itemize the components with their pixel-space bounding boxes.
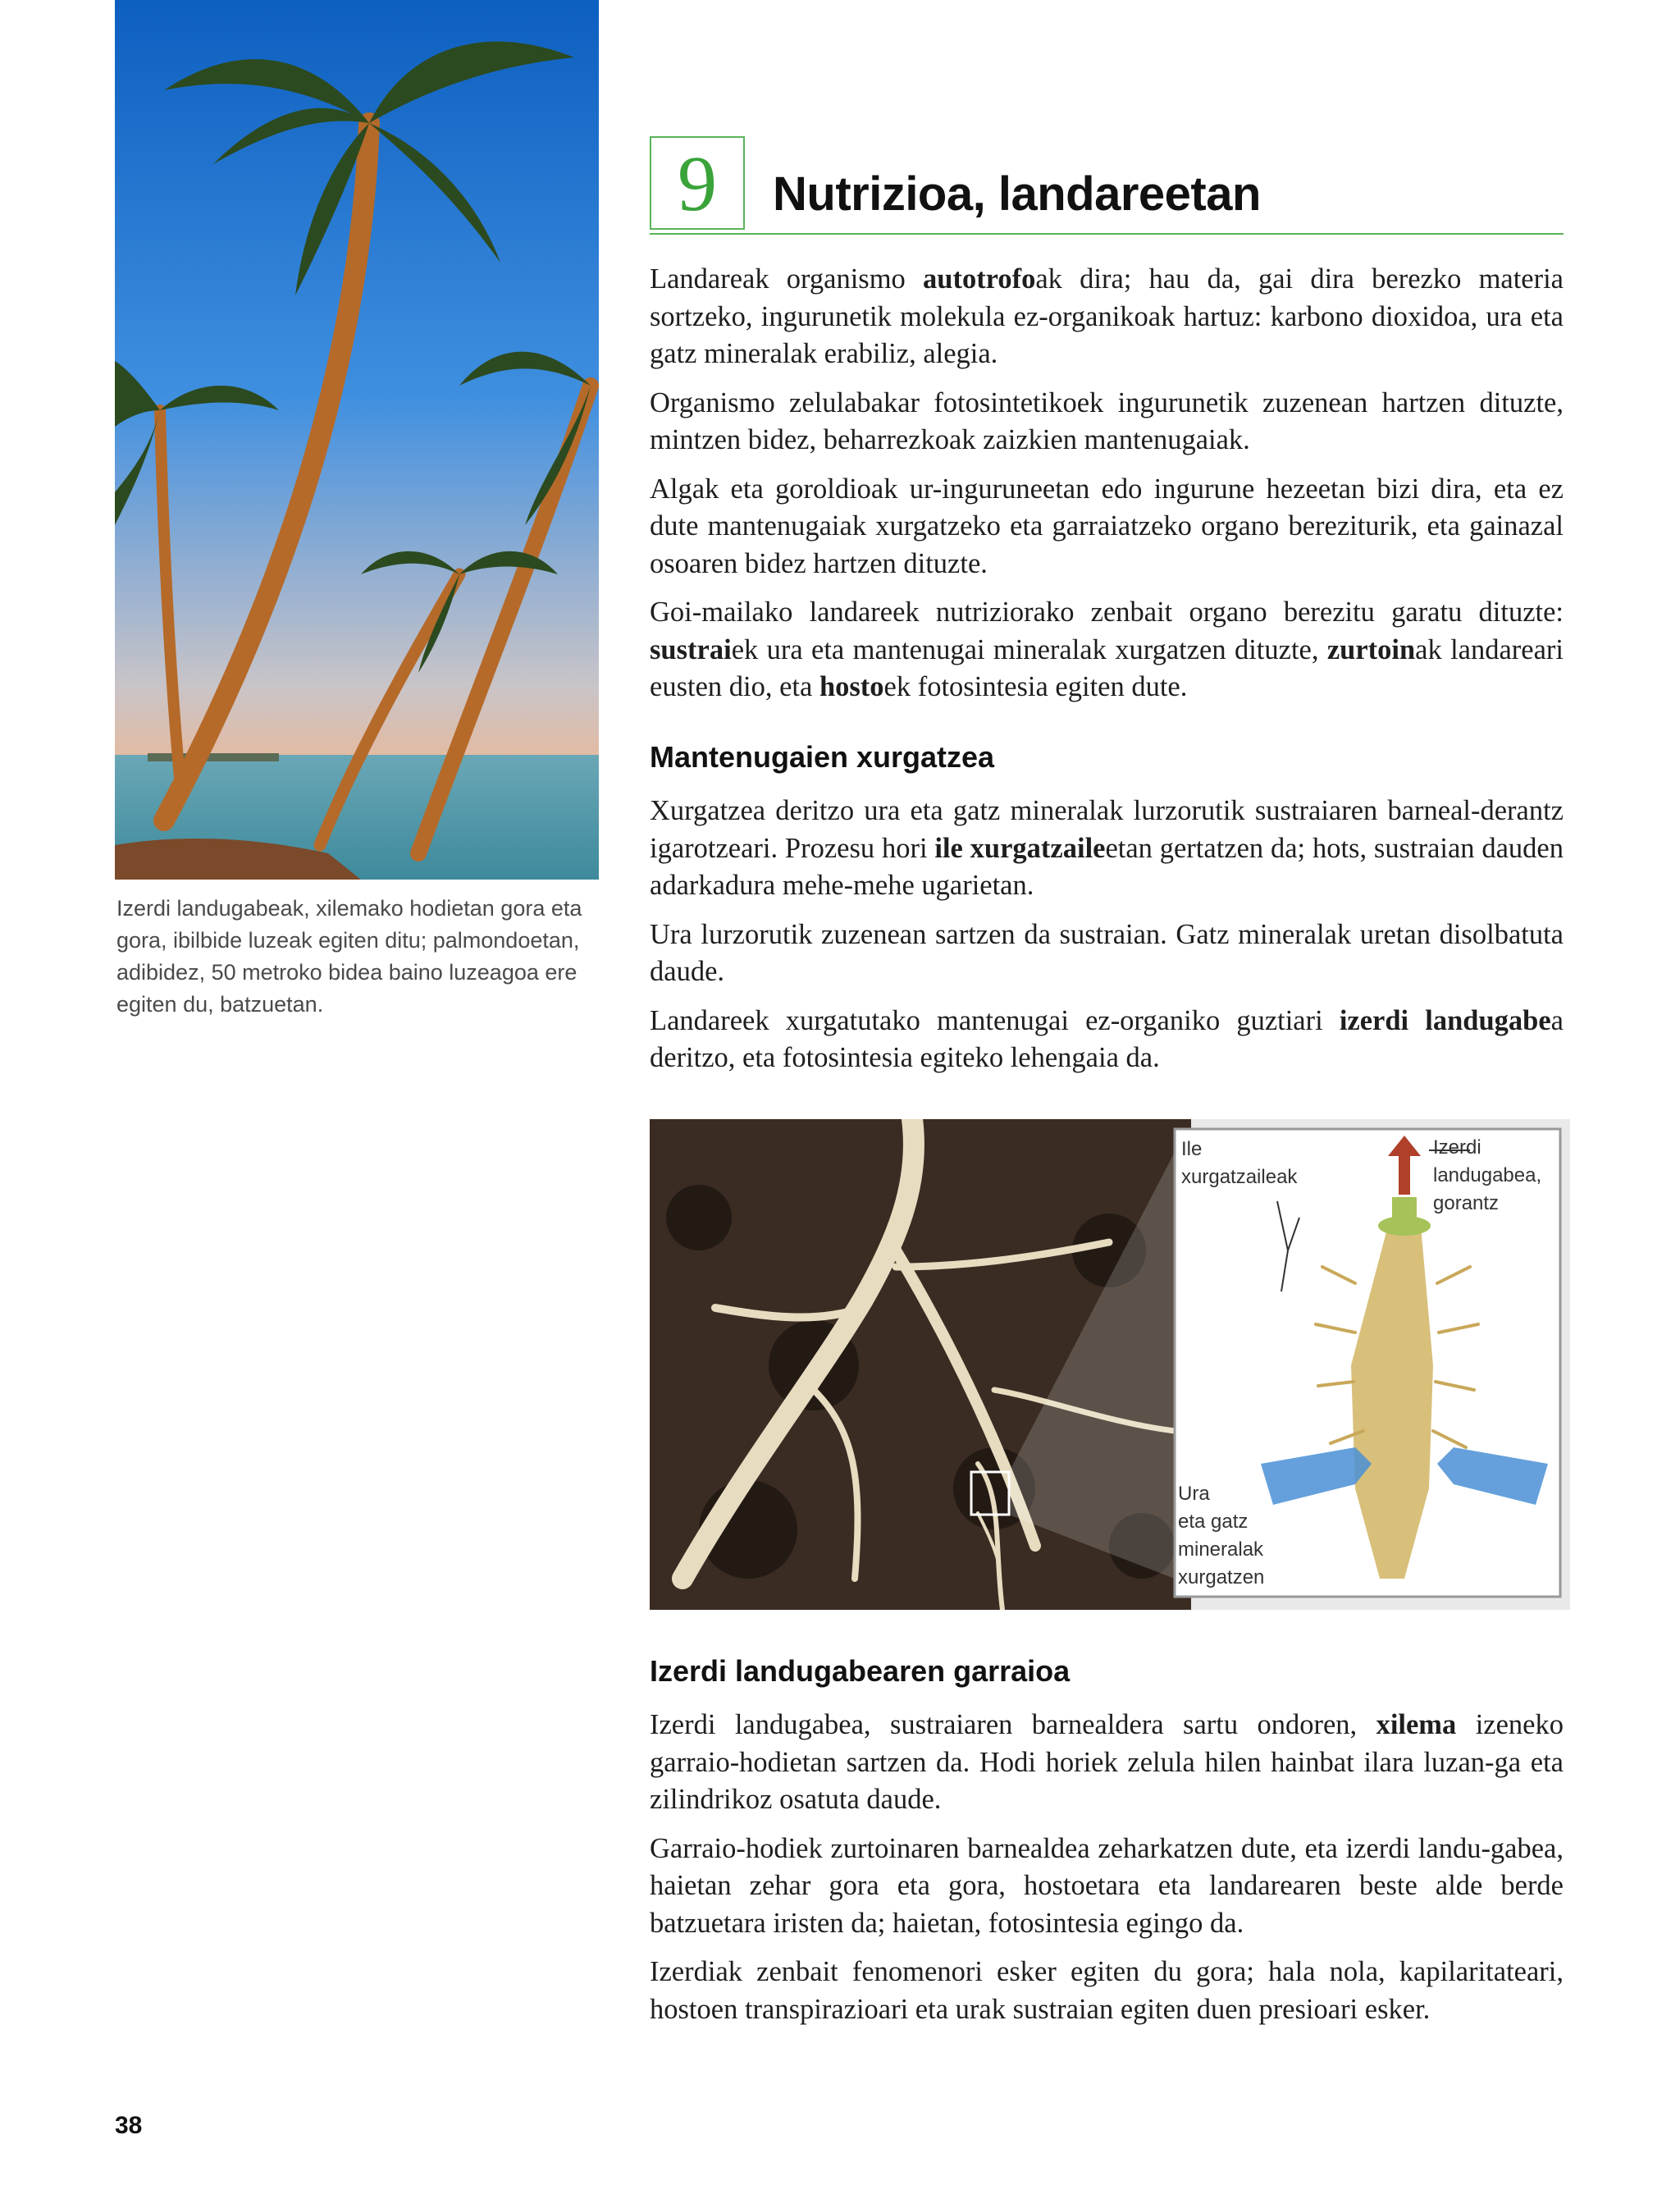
intro-text xyxy=(650,261,1564,718)
palm-trees-photo xyxy=(115,0,599,880)
intro-paragraph-4: Goi-mailako landareek nutriziorako zenbait organo berezitu garatu dituzte: sustraiek ura eta mantenugai mineralak xurgatzen dituzte, zurtoinak landareari eusten dio, eta hostoek fotosintesia egiten dute. xyxy=(650,596,1564,702)
intro-paragraph-2: Organismo zelulabakar fotosintetikoek ingurunetik zuzenean hartzen dituzte, mintzen bidez, beharrezkoak zaizkien mantenugaiak. xyxy=(650,386,1564,455)
root-absorption-figure xyxy=(650,1119,1570,1610)
intro-paragraph-3: Algak eta goroldioak ur-inguruneetan edo ingurune hezeetan bizi dira, eta ez dute mantenugaiak xurgatzeko eta garraiatzeko organo bereziturik, eta gainazal osoaren bidez hartzen dituzte. xyxy=(650,473,1564,579)
photo-caption: Izerdi landugabeak, xilemako hodietan gora eta gora, ibilbide luzeak egiten ditu; palmondoetan, adibidez, 50 metroko bidea baino luzeagoa ere egiten du, batzuetan. xyxy=(116,896,582,1017)
label-absorbing-hairs: Ile xurgatzaileak xyxy=(1181,1138,1298,1188)
absorption-paragraph-2: Ura lurzorutik zuzenean sartzen da sustraian. Gatz mineralak uretan disolbatuta daude. xyxy=(650,918,1564,987)
transport-paragraph-2: Garraio-hodiek zurtoinaren barnealdea zeharkatzen dute, eta izerdi landu-gabea, haietan zehar gora eta gora, hostoetara eta landarearen beste alde berde batzuetara iristen da; haietan, fotosintesia egingo da. xyxy=(650,1832,1564,1939)
transport-paragraph-1: Izerdi landugabea, sustraiaren barnealdera sartu ondoren, xilema izeneko garraio-hodietan sartzen da. Hodi horiek zelula hilen hainbat ilara luzan-ga eta zilindrikoz osatuta daude. xyxy=(650,1709,1564,1815)
section-heading-absorption: Mantenugaien xurgatzea xyxy=(650,740,995,774)
absorption-paragraph-1: Xurgatzea deritzo ura eta gatz mineralak lurzorutik sustraiaren barneal-derantz igarotzeari. Prozesu hori ile xurgatzaileetan gertatzen da; hots, sustraian dauden adarkadura mehe-mehe ugarietan. xyxy=(650,795,1564,901)
label-sap-upwards: Izerdi landugabea, gorantz xyxy=(1433,1136,1542,1214)
section-absorption-text xyxy=(650,793,1564,1089)
transport-paragraph-3: Izerdiak zenbait fenomenori esker egiten du gora; hala nola, kapilaritateari, hostoen transpirazioari eta urak sustraian egiten duen presioari esker. xyxy=(650,1956,1564,2025)
section-transport xyxy=(650,1652,1564,1690)
chapter-title: Nutrizioa, landareetan xyxy=(773,167,1261,221)
intro-paragraph-1: Landareak organismo autotrofoak dira; hau da, gai dira berezko materia sortzeko, ingurunetik molekula ez-organikoak hartuz: karbono dioxidoa, ura eta gatz mineralak erabiliz, alegia. xyxy=(650,263,1564,369)
page-number: 38 xyxy=(115,2112,143,2139)
chapter-number: 9 xyxy=(650,136,745,230)
section-heading-transport: Izerdi landugabearen garraioa xyxy=(650,1654,1071,1688)
label-water-minerals: Ura eta gatz mineralak xurgatzen xyxy=(1178,1483,1265,1588)
section-absorption xyxy=(650,738,1564,776)
absorption-paragraph-3: Landareek xurgatutako mantenugai ez-organiko guztiari izerdi landugabea deritzo, eta fotosintesia egiteko lehengaia da. xyxy=(650,1004,1564,1073)
section-transport-text xyxy=(650,1707,1564,2040)
chapter-header xyxy=(650,136,1564,235)
